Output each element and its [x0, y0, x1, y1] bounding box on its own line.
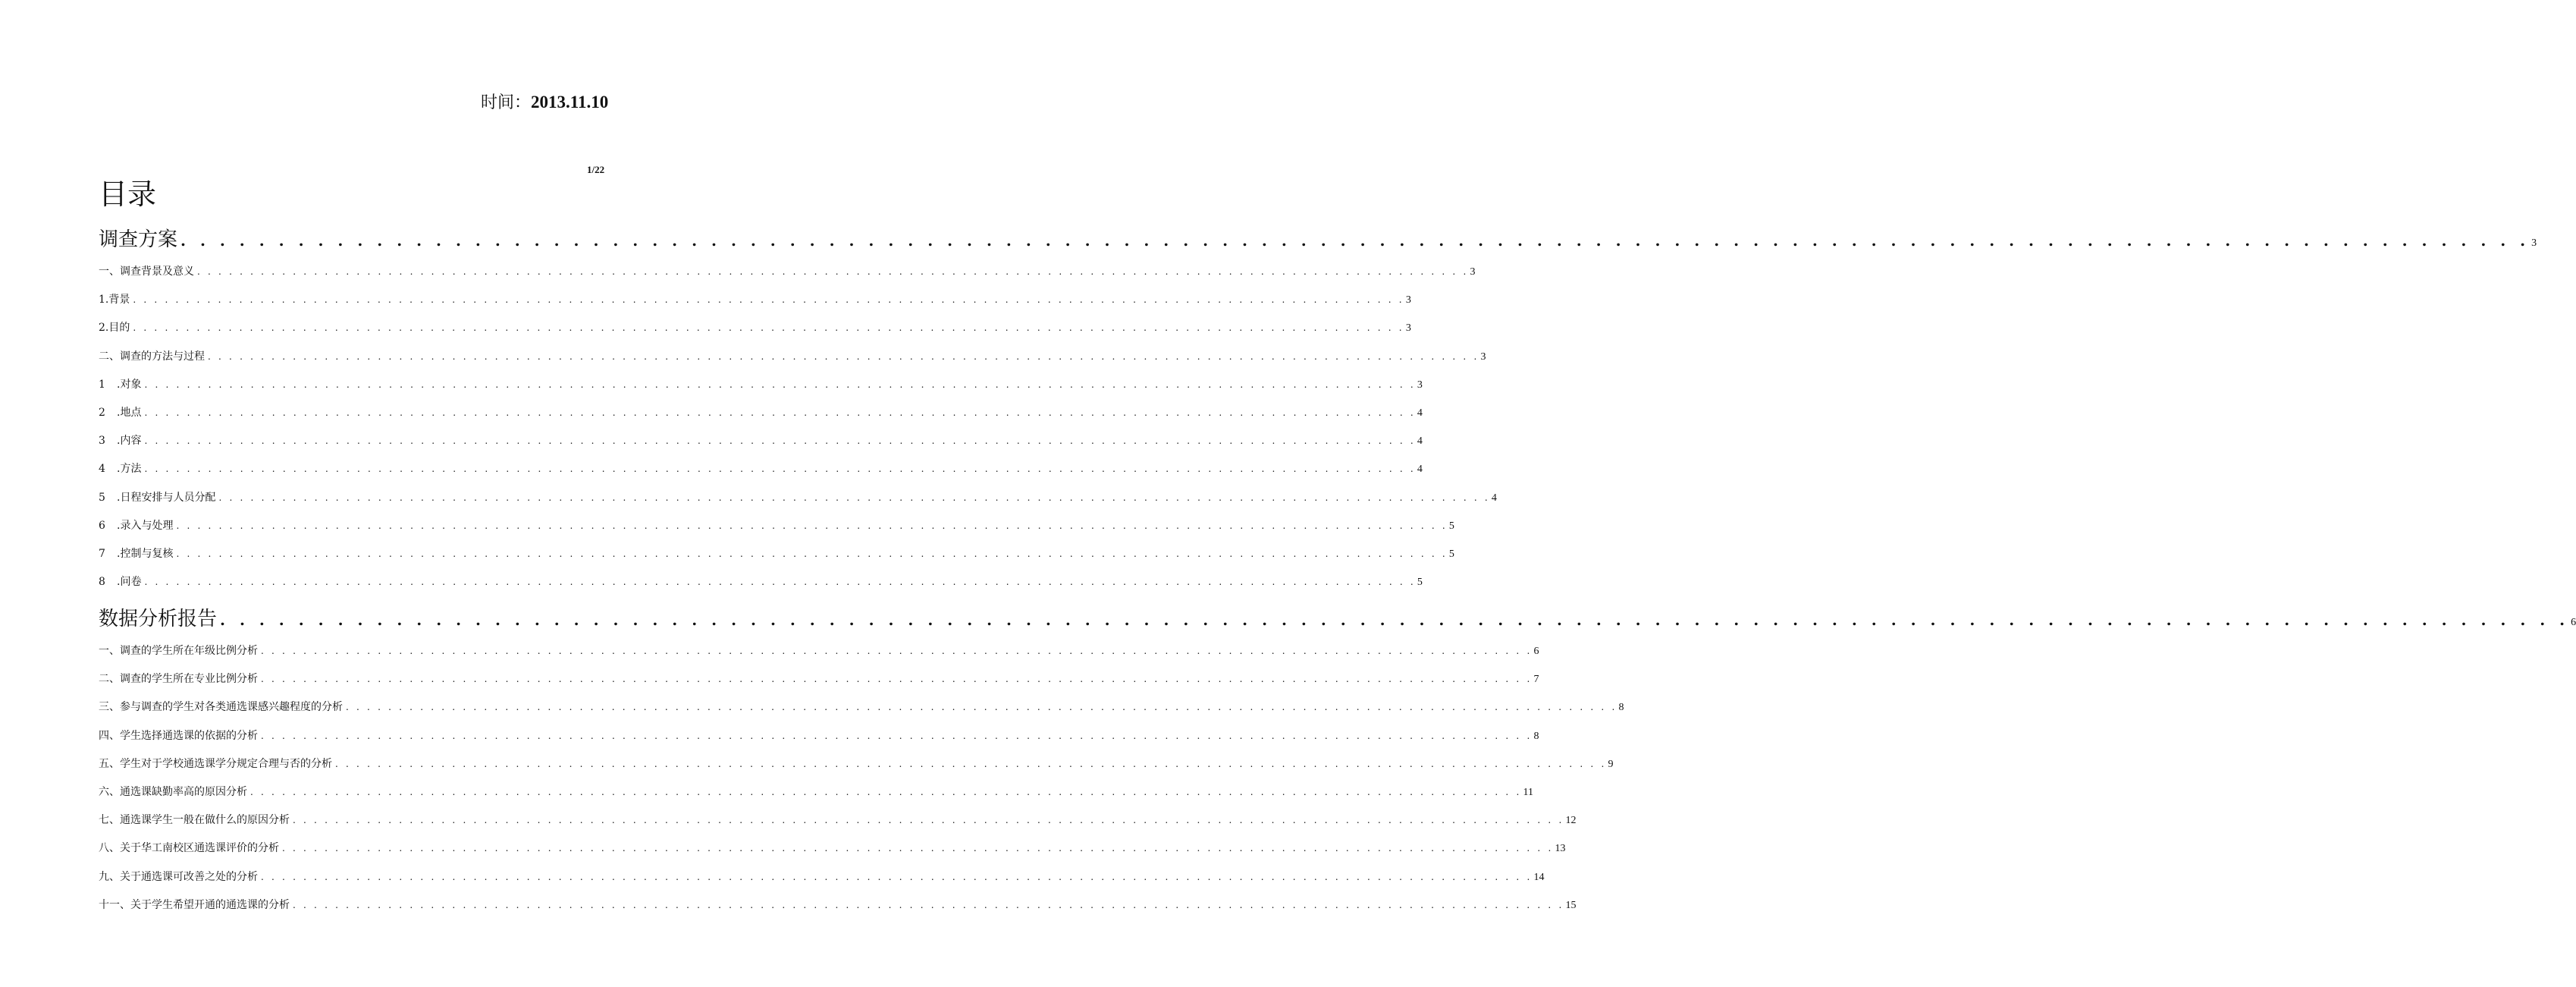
toc-entry[interactable]	[99, 643, 1539, 658]
toc-leader-dots: . . . . . . . . . . . . . . . . . . . . . . . . . . . . . . . . . . . . . . . . . . . . . . . . . . . . . . . . . . . . . . . . . . . . . . . . . . . . . . . . . . . . . . . . . . . . . . . . . . . . . . . . . . . . . . . . . . . . . . . .	[282, 843, 1554, 854]
toc-leader-dots: . . . . . . . . . . . . . . . . . . . . . . . . . . . . . . . . . . . . . . . . . . . . . . . . . . . . . . . . . . . . . . . . . . . . . . . . . . . . . . . . . . . . . . . . . . . . . . . . . . . . . . . . . . . . . . . . . . . . . . . .	[261, 674, 1533, 685]
toc-entry-text: 十一、关于学生希望开通的通选课的分析	[99, 898, 290, 911]
toc-leader-dots: . . . . . . . . . . . . . . . . . . . . . . . . . . . . . . . . . . . . . . . . . . . . . . . . . . . . . . . . . . . . . . . . . . . . . . . . . . . . . . . . . . . . . . . . . . . . . . . . . . . . . . . . . . . . . . . . . . . . . . . .	[346, 702, 1617, 713]
toc-entry[interactable]	[99, 840, 1566, 855]
toc-entry-text: .方法	[117, 463, 142, 476]
toc-entry-text: .对象	[117, 378, 142, 391]
toc-page-number: 9	[1608, 758, 1614, 770]
toc-entry-text: 五、学生对于学校通选课学分规定合理与否的分析	[99, 757, 332, 770]
toc-entry[interactable]	[99, 756, 1614, 771]
toc-entry[interactable]	[99, 376, 1423, 391]
toc-entry[interactable]	[99, 784, 1533, 799]
toc-entry-text: 九、关于通选课可改善之处的分析	[99, 870, 258, 883]
toc-leader-dots: . . . . . . . . . . . . . . . . . . . . . . . . . . . . . . . . . . . . . . . . . . . . . . . . . . . . . . . . . . . . . . . . . . . . . . . . . . . . . . . . . . . . . . . . . . . . . . . . . . . . . . . . . . . . . . . . . . . . . . . .	[335, 758, 1607, 769]
toc-page-number: 5	[1448, 549, 1454, 560]
toc-page-number: 5	[1448, 520, 1454, 532]
toc-leader-dots: . . . . . . . . . . . . . . . . . . . . . . . . . . . . . . . . . . . . . . . . . . . . . . . . . . . . . . . . . . . . . . . . . . . . . . . . . . . . . . . . . . . . . . . . . . . . . . . . . . . . . . . . . . . . . . . . . . . . . . . .	[208, 350, 1479, 362]
toc-entry-label	[99, 897, 290, 912]
toc-page-number: 3	[1405, 322, 1411, 335]
toc-page-number: 3	[1470, 266, 1476, 278]
toc-leader-dots: . . . . . . . . . . . . . . . . . . . . . . . . . . . . . . . . . . . . . . . . . . . . . . . . . . . . . . . . . . . . . . . . . . . . . . . . . . . . . . . . . . . . . . . . . . . . . . . . . . . . . . . . . . . . . . . . . . . . . . . .	[144, 379, 1416, 390]
toc-entry[interactable]	[99, 545, 1454, 561]
toc-entry-text: 一、调查的学生所在年级比例分析	[99, 645, 258, 657]
date-label: 时间：	[481, 93, 532, 112]
toc-leader-dots: . . . . . . . . . . . . . . . . . . . . . . . . . . . . . . . . . . . . . . . . . . . . . . . . . . . . . . . . . . . . . . . . . . . . . . . . . . . . . . . . . . . . . . . . . . . . . . . . . . . . . . . . . . . . . . . . . . . . . . . .	[180, 231, 2531, 250]
toc-page-number: 8	[1618, 702, 1624, 714]
toc-leader-dots: . . . . . . . . . . . . . . . . . . . . . . . . . . . . . . . . . . . . . . . . . . . . . . . . . . . . . . . . . . . . . . . . . . . . . . . . . . . . . . . . . . . . . . . . . . . . . . . . . . . . . . . . . . . . . . . . . . . . . . . .	[133, 322, 1404, 334]
toc-entry-text: 一、调查背景及意义	[99, 266, 194, 278]
toc-entry[interactable]	[99, 489, 1497, 505]
toc-page-number: 11	[1523, 787, 1533, 798]
toc-page-number: 13	[1555, 843, 1566, 855]
toc-entry-label	[99, 574, 141, 589]
toc-entry-label	[99, 728, 258, 743]
toc-page-number: 3	[1480, 350, 1486, 363]
toc-entry-text: 二、调查的方法与过程	[99, 350, 205, 363]
toc-entry-number: 8	[99, 576, 105, 589]
toc-entry[interactable]	[99, 263, 1476, 278]
toc-entry-number: 4	[99, 463, 105, 476]
toc-entry[interactable]	[99, 897, 1577, 912]
toc-entry-number: 7	[99, 548, 105, 560]
toc-entry-label	[99, 643, 258, 658]
toc-entry-label	[99, 489, 215, 505]
page-indicator: 1/22	[587, 164, 605, 175]
toc-entry[interactable]	[99, 460, 1423, 476]
toc-page-number: 5	[1417, 577, 1423, 589]
toc-leader-dots: . . . . . . . . . . . . . . . . . . . . . . . . . . . . . . . . . . . . . . . . . . . . . . . . . . . . . . . . . . . . . . . . . . . . . . . . . . . . . . . . . . . . . . . . . . . . . . . . . . . . . . . . . . . . . . . . . . . . . . . .	[261, 871, 1533, 882]
toc-entry-text: 2.目的	[99, 322, 130, 335]
toc-entry-label	[99, 348, 205, 363]
toc-page-number: 4	[1417, 435, 1423, 448]
toc-entry[interactable]	[99, 699, 1624, 714]
toc-leader-dots: . . . . . . . . . . . . . . . . . . . . . . . . . . . . . . . . . . . . . . . . . . . . . . . . . . . . . . . . . . . . . . . . . . . . . . . . . . . . . . . . . . . . . . . . . . . . . . . . . . . . . . . . . . . . . . . . . . . . . . . .	[176, 549, 1448, 559]
toc-entry[interactable]	[99, 671, 1539, 686]
toc-page-number: 12	[1565, 815, 1577, 827]
toc-page-number: 14	[1533, 871, 1545, 883]
toc-entry-label	[99, 699, 343, 714]
toc-page-number: 6	[1533, 646, 1539, 657]
toc-entry[interactable]	[99, 517, 1454, 533]
toc-entry[interactable]	[99, 319, 1411, 335]
toc-entry-text: 四、学生选择通选课的依据的分析	[99, 729, 258, 742]
toc-entry-label	[99, 432, 141, 448]
toc-entry-label: 调查方案	[99, 228, 178, 251]
toc-title: 目录	[99, 178, 157, 211]
toc-entry-label	[99, 517, 173, 533]
toc-entry-label	[99, 460, 141, 476]
toc-leader-dots: . . . . . . . . . . . . . . . . . . . . . . . . . . . . . . . . . . . . . . . . . . . . . . . . . . . . . . . . . . . . . . . . . . . . . . . . . . . . . . . . . . . . . . . . . . . . . . . . . . . . . . . . . . . . . . . . . . . . . . . .	[261, 646, 1533, 656]
toc-leader-dots: . . . . . . . . . . . . . . . . . . . . . . . . . . . . . . . . . . . . . . . . . . . . . . . . . . . . . . . . . . . . . . . . . . . . . . . . . . . . . . . . . . . . . . . . . . . . . . . . . . . . . . . . . . . . . . . . . . . . . . . .	[144, 577, 1416, 588]
toc-entry-text: .录入与处理	[117, 519, 174, 532]
toc-entry[interactable]	[99, 404, 1423, 420]
toc-page-number: 4	[1491, 492, 1497, 504]
toc-entry-text: 八、关于华工南校区通选课评价的分析	[99, 842, 279, 855]
toc-page-number: 3	[1405, 294, 1411, 306]
toc-entry[interactable]	[99, 574, 1423, 589]
toc-entry-number: 3	[99, 435, 105, 448]
toc-entry-label: 数据分析报告	[99, 608, 218, 630]
toc-entry-number: 1	[99, 378, 105, 391]
toc-entry-label	[99, 263, 194, 278]
toc-entry[interactable]	[99, 348, 1486, 363]
toc-leader-dots: . . . . . . . . . . . . . . . . . . . . . . . . . . . . . . . . . . . . . . . . . . . . . . . . . . . . . . . . . . . . . . . . . . . . . . . . . . . . . . . . . . . . . . . . . . . . . . . . . . . . . . . . . . . . . . . . . . . . . . . .	[293, 815, 1564, 826]
toc-leader-dots: . . . . . . . . . . . . . . . . . . . . . . . . . . . . . . . . . . . . . . . . . . . . . . . . . . . . . . . . . . . . . . . . . . . . . . . . . . . . . . . . . . . . . . . . . . . . . . . . . . . . . . . . . . . . . . . . . . . . . . . .	[176, 520, 1448, 531]
toc-entry-label	[99, 291, 130, 306]
toc-page-number: 7	[1533, 674, 1539, 686]
toc-entry-text: .日程安排与人员分配	[117, 491, 216, 504]
toc-entry-label	[99, 545, 173, 561]
toc-entry-label	[99, 812, 290, 827]
toc-leader-dots: . . . . . . . . . . . . . . . . . . . . . . . . . . . . . . . . . . . . . . . . . . . . . . . . . . . . . . . . . . . . . . . . . . . . . . . . . . . . . . . . . . . . . . . . . . . . . . . . . . . . . . . . . . . . . . . . . . . . . . . .	[220, 611, 2570, 629]
toc-entry-text: .问卷	[117, 576, 142, 589]
toc-entry[interactable]	[99, 432, 1423, 448]
toc-entry-label	[99, 319, 130, 335]
toc-leader-dots: . . . . . . . . . . . . . . . . . . . . . . . . . . . . . . . . . . . . . . . . . . . . . . . . . . . . . . . . . . . . . . . . . . . . . . . . . . . . . . . . . . . . . . . . . . . . . . . . . . . . . . . . . . . . . . . . . . . . . . . .	[250, 787, 1522, 797]
toc-entry-label	[99, 756, 332, 771]
toc-page-number: 3	[2531, 237, 2537, 249]
toc-section-heading[interactable]	[99, 224, 2537, 251]
toc-entry-text: .内容	[117, 435, 142, 448]
toc-leader-dots: . . . . . . . . . . . . . . . . . . . . . . . . . . . . . . . . . . . . . . . . . . . . . . . . . . . . . . . . . . . . . . . . . . . . . . . . . . . . . . . . . . . . . . . . . . . . . . . . . . . . . . . . . . . . . . . . . . . . . . . .	[133, 294, 1404, 306]
toc-entry-text: 1.背景	[99, 294, 130, 306]
toc-entry-text: .控制与复核	[117, 548, 174, 560]
toc-leader-dots: . . . . . . . . . . . . . . . . . . . . . . . . . . . . . . . . . . . . . . . . . . . . . . . . . . . . . . . . . . . . . . . . . . . . . . . . . . . . . . . . . . . . . . . . . . . . . . . . . . . . . . . . . . . . . . . . . . . . . . . .	[218, 492, 1490, 503]
toc-leader-dots: . . . . . . . . . . . . . . . . . . . . . . . . . . . . . . . . . . . . . . . . . . . . . . . . . . . . . . . . . . . . . . . . . . . . . . . . . . . . . . . . . . . . . . . . . . . . . . . . . . . . . . . . . . . . . . . . . . . . . . . .	[261, 730, 1533, 741]
toc-leader-dots: . . . . . . . . . . . . . . . . . . . . . . . . . . . . . . . . . . . . . . . . . . . . . . . . . . . . . . . . . . . . . . . . . . . . . . . . . . . . . . . . . . . . . . . . . . . . . . . . . . . . . . . . . . . . . . . . . . . . . . . .	[144, 407, 1416, 418]
toc-entry-label	[99, 840, 279, 855]
toc-page-number: 4	[1417, 464, 1423, 476]
date-value: 2013.11.10	[531, 93, 609, 112]
toc-entry-label	[99, 671, 258, 686]
toc-page-number: 8	[1533, 730, 1539, 742]
toc-entry-number: 6	[99, 519, 105, 532]
toc-entry-label	[99, 376, 141, 391]
toc-page-number: 4	[1417, 407, 1423, 419]
toc-entry-label	[99, 869, 258, 884]
toc-entry[interactable]	[99, 291, 1411, 306]
toc-entry[interactable]	[99, 812, 1577, 827]
toc-leader-dots: . . . . . . . . . . . . . . . . . . . . . . . . . . . . . . . . . . . . . . . . . . . . . . . . . . . . . . . . . . . . . . . . . . . . . . . . . . . . . . . . . . . . . . . . . . . . . . . . . . . . . . . . . . . . . . . . . . . . . . . .	[293, 899, 1564, 910]
toc-entry-text: 三、参与调查的学生对各类通选课感兴趣程度的分析	[99, 701, 343, 714]
toc-entry-text: 七、通选课学生一般在做什么的原因分析	[99, 814, 290, 827]
toc-leader-dots: . . . . . . . . . . . . . . . . . . . . . . . . . . . . . . . . . . . . . . . . . . . . . . . . . . . . . . . . . . . . . . . . . . . . . . . . . . . . . . . . . . . . . . . . . . . . . . . . . . . . . . . . . . . . . . . . . . . . . . . .	[144, 464, 1416, 475]
toc-leader-dots: . . . . . . . . . . . . . . . . . . . . . . . . . . . . . . . . . . . . . . . . . . . . . . . . . . . . . . . . . . . . . . . . . . . . . . . . . . . . . . . . . . . . . . . . . . . . . . . . . . . . . . . . . . . . . . . . . . . . . . . .	[144, 435, 1416, 447]
toc-entry-number: 5	[99, 491, 105, 504]
toc-page-number: 3	[1417, 379, 1423, 391]
toc-entry-number: 2	[99, 407, 105, 419]
toc-entry[interactable]	[99, 728, 1539, 743]
toc-page-number: 15	[1565, 899, 1577, 911]
toc-entry-label	[99, 404, 141, 420]
toc-leader-dots: . . . . . . . . . . . . . . . . . . . . . . . . . . . . . . . . . . . . . . . . . . . . . . . . . . . . . . . . . . . . . . . . . . . . . . . . . . . . . . . . . . . . . . . . . . . . . . . . . . . . . . . . . . . . . . . . . . . . . . . .	[197, 266, 1469, 277]
toc-entry-text: .地点	[117, 407, 142, 419]
toc-entry-text: 六、通选课缺勤率高的原因分析	[99, 786, 247, 798]
toc-page-number: 6	[2571, 617, 2576, 628]
toc-entry[interactable]	[99, 869, 1545, 884]
toc-entry-text: 二、调查的学生所在专业比例分析	[99, 673, 258, 686]
toc-section-heading[interactable]	[99, 603, 2576, 630]
toc-entry-label	[99, 784, 247, 799]
